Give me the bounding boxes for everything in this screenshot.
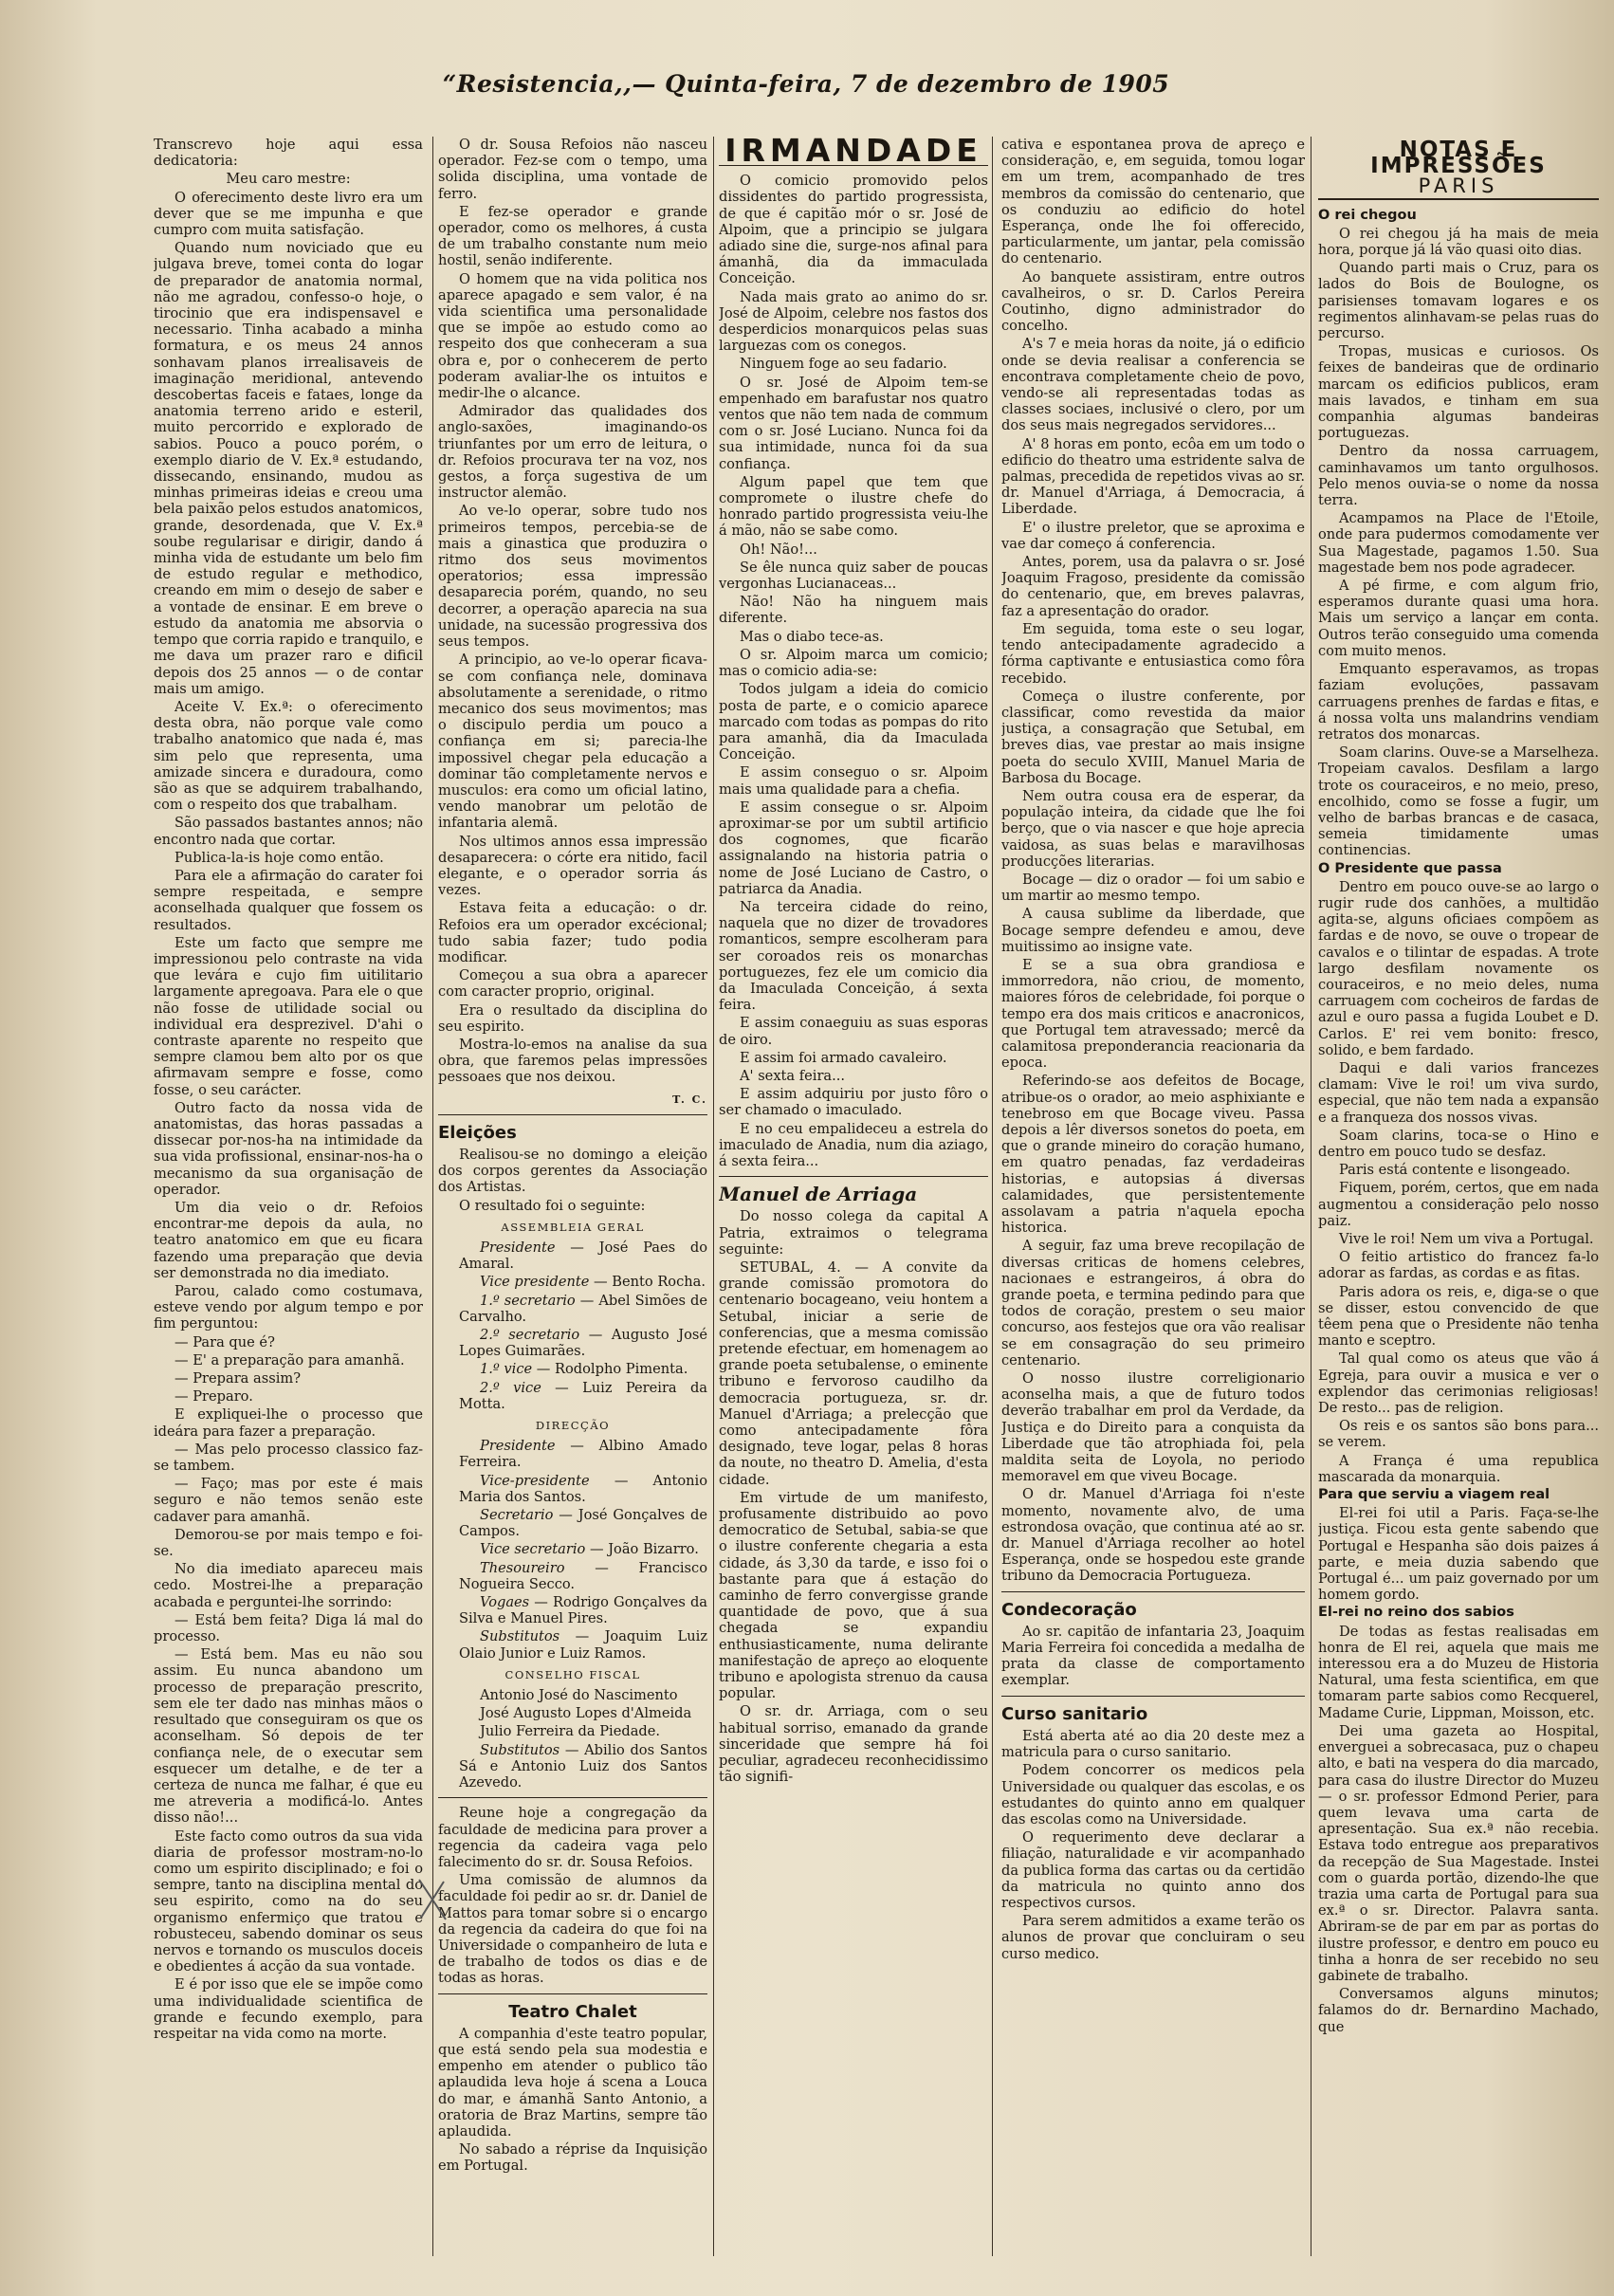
- paragraph: Este um facto que sempre me impressionou pelo contraste na vida que levára e cujo fim uitilitario largamente apregoava. Para ele o que não fosse de utilidade social ou individual era desprezivel. D'ahi o contraste aparente no respeito que sempre clamou bem alto por os que afirmavam sempre e fosse, como fosse, o seu carácter.: [154, 934, 423, 1098]
- role-label: Vice presidente: [480, 1274, 590, 1291]
- paragraph: O sr. dr. Arriaga, com o seu habitual sorriso, emanado da grande sinceridade que sempre há foi peculiar, agradeceu reconhecidissimo tão signifi-: [719, 1703, 988, 1786]
- paragraph: Paris adora os reis, e, diga-se o que se disser, estou convencido de que têem pena que o Presidente não tenha manto e sceptro.: [1318, 1283, 1599, 1350]
- subsection-title: ASSEMBLEIA GERAL: [501, 1220, 645, 1234]
- section-divider: [1001, 1591, 1305, 1592]
- paragraph: Emquanto esperavamos, as tropas faziam evoluções, passavam carruagens prenhes de fardas e fitas, e á nossa volta uns malandrins vendiam retratos dos monarcas.: [1318, 661, 1599, 743]
- role-label: Substitutos: [480, 1628, 560, 1645]
- paragraph: Ninguem foge ao seu fadario.: [740, 356, 947, 373]
- paragraph: Uma comissão de alumnos da faculdade foi pedir ao sr. dr. Daniel de Mattos para tomar sobre si o encargo da regencia da cadeira do que foi na Universidade o companheiro de luta e de trabalho de todos os dias e de todas as horas.: [438, 1872, 707, 1987]
- paragraph: Outro facto da nossa vida de anatomistas, das horas passadas a dissecar por-nos-ha na intimidade da sua vida profissional, ensinar-nos-ha o mecanismo da sua organisação de operador.: [154, 1099, 423, 1198]
- paragraph: Tal qual como os ateus que vão á Egreja, para ouvir a musica e ver o explendor das cerimonias religiosas! De resto... pas de religion.: [1318, 1350, 1599, 1417]
- paragraph: Parou, calado como costumava, esteve vendo por algum tempo e por fim perguntou:: [154, 1283, 423, 1332]
- paragraph: Dentro da nossa carruagem, caminhavamos um tanto orgulhosos. Pelo menos ouvia-se o nome da nossa terra.: [1318, 443, 1599, 509]
- column-rule: [992, 137, 993, 2256]
- paragraph: O sr. José de Alpoim tem-se empenhado em barafustar nos quatro ventos que não tem nada de commum com o sr. José Luciano. Nunca foi da sua intimidade, nunca foi da sua confiança.: [719, 374, 988, 472]
- paragraph: Paris está contente e lisongeado.: [1339, 1162, 1570, 1179]
- pencil-mark-icon: [415, 1876, 449, 1923]
- paragraph: Dei uma gazeta ao Hospital, enverguei a sobrecasaca, puz o chapeu alto, e bati na vespera do dia marcado, para casa do ilustre Director do Muzeu — o sr. professor Edmond Perier, para quem levava uma carta de apresentação. Sua ex.ª não recebia. Estava todo entregue aos preparativos da recepção de Sua Magestade. Instei com o guarda portão, dizendo-lhe que trazia uma carta de Portugal para sua ex.ª o sr. Director. Palavra santa. Abriram-se de par em par as portas do ilustre professor, e dentro em pouco eu tinha a honra de ser recebido no seu gabinete de trabalho.: [1318, 1722, 1599, 1984]
- paragraph: Oh! Não!...: [740, 541, 817, 558]
- list-item: Substitutos — Abilio dos Santos Sá e Antonio Luiz dos Santos Azevedo.: [459, 1741, 707, 1791]
- paragraph: O resultado foi o seguinte:: [459, 1197, 646, 1214]
- paragraph: O requerimento deve declarar a filiação, naturalidade e vir acompanhado da publica forma das cartas ou da certidão da matricula no quinto anno dos respectivos cursos.: [1001, 1829, 1305, 1911]
- role-name: Abilio dos Santos Sá e Antonio Luiz dos Santos Azevedo.: [459, 1741, 707, 1791]
- paragraph: E assim conaeguiu as suas esporas de oiro.: [719, 1015, 988, 1048]
- paragraph: Acampamos na Place de l'Etoile, onde para pudermos comodamente ver Sua Magestade, pagamos 1.50. Sua magestade bem nos pode agradecer.: [1318, 510, 1599, 576]
- paragraph: Conversamos alguns minutos; falamos do dr. Bernardino Machado, que: [1318, 1986, 1599, 2035]
- column-2: [438, 137, 707, 2270]
- paragraph: Era o resultado da disciplina do seu espirito.: [438, 1001, 707, 1035]
- paragraph: Admirador das qualidades dos anglo-saxões, imaginando-os triunfantes por um erro de leitura, o dr. Refoios procurava ter na voz, nos gestos, a força sugestiva de um instructor alemão.: [438, 403, 707, 502]
- section-title-curso: Curso sanitario: [1001, 1703, 1148, 1724]
- section-title-teatro: Teatro Chalet: [508, 2001, 637, 2022]
- paragraph: O homem que na vida politica nos aparece apagado e sem valor, é na vida scientifica uma personalidade que se impõe ao estudo como ao respeito dos que conheceram a sua obra e, por o conhecerem de perto poderam avaliar-lhe os intuitos e medir-lhe o alcance.: [438, 270, 707, 402]
- paragraph: O feitio artistico do francez fa-lo adorar as fardas, as cordas e as fitas.: [1318, 1249, 1599, 1282]
- paragraph: E no ceu empalideceu a estrela do imaculado de Anadia, num dia aziago, á sexta feira...: [719, 1120, 988, 1169]
- role-label: Vogaes: [480, 1594, 530, 1611]
- paragraph: Todos julgam a ideia do comicio posta de parte, e o comicio aparece marcado com todas as pompas do rito para amanhã, dia da Imaculada Conceição.: [719, 681, 988, 763]
- paragraph: Estava feita a educação: o dr. Refoios era um operador excécional; tudo sabia fazer; tudo podia modificar.: [438, 900, 707, 965]
- paragraph: Este facto como outros da sua vida diaria de professor mostram-no-lo como um espirito disciplinado; e foi o sempre, tanto na disciplina mental do seu espirito, como na do seu organismo enfermiço que tratou e robusteceu, sabendo dominar os seus nervos e tornando os musculos doceis e obedientes á acção da sua vontade.: [154, 1828, 423, 1975]
- paragraph: Dentro em pouco ouve-se ao largo o rugir rude dos canhões, a multidão agita-se, alguns oficiaes compõem as fardas e de novo, se ouve o tropear de cavalos e o tilintar de espadas. A trote largo desfilam novamente os couraceiros, e no meio deles, numa carruagem com cocheiros de fardas de azul e ouro passa a fugida Loubet e D. Carlos. E' rei vem bonito: fresco, solido, e bem fardado.: [1318, 878, 1599, 1058]
- paragraph: E assim adquiriu por justo fôro o ser chamado o imaculado.: [719, 1086, 988, 1119]
- masthead: “Resistencia,,— Quinta-feira, 7 de dezembro de 1905: [442, 70, 1170, 98]
- role-name: Rodrigo Gonçalves da Silva e Manuel Pires.: [459, 1594, 707, 1627]
- column-rule: [713, 137, 714, 2256]
- paragraph: Ao ve-lo operar, sobre tudo nos primeiros tempos, percebia-se de mais a ginastica que produzira o ritmo dos seus movimentos operatorios; essa impressão desaparecia porém, quando, no seu decorrer, a operação aparecia na sua unidade, na sucessão progressiva dos seus tempos.: [438, 503, 707, 651]
- paragraph: Quando parti mais o Cruz, para os lados do Bois de Boulogne, os parisienses tomavam logares e os regimentos alinhavam-se pelas ruas do percurso.: [1318, 260, 1599, 342]
- list-item: Antonio José do Nascimento: [480, 1687, 678, 1704]
- paragraph: Podem concorrer os medicos pela Universidade ou qualquer das escolas, e os estudantes do quinto anno em qualquer das escolas como na Universidade.: [1001, 1762, 1305, 1828]
- role-label: Vice-presidente: [480, 1472, 590, 1489]
- list-item: Vice secretario — João Bizarro.: [480, 1541, 699, 1558]
- paragraph: E assim consegue o sr. Alpoim aproximar-se por um subtil artificio dos cognomes, que ficarão assignalando na historia patria o nome de José Luciano de Castro, o patriarca da Anadia.: [719, 799, 988, 897]
- paragraph: Soam clarins, toca-se o Hino e dentro em pouco tudo se desfaz.: [1318, 1127, 1599, 1160]
- paragraph: E é por isso que ele se impõe como uma individualidade scientifica de grande e fecundo exemplo, para respeitar na vida como na morte.: [154, 1976, 423, 2042]
- paragraph: Reune hoje a congregação da faculdade de medicina para prover a regencia da cadeira vaga pelo falecimento do sr. dr. Sousa Refoios.: [438, 1805, 707, 1870]
- paragraph: Começou a sua obra a aparecer com caracter proprio, original.: [438, 967, 707, 1001]
- paragraph: Para ele a afirmação do carater foi sempre respeitada, e sempre aconselhada qualquer que fossem os resultados.: [154, 867, 423, 933]
- paragraph: Publica-la-is hoje como então.: [174, 849, 384, 866]
- paragraph: Demorou-se por mais tempo e foi-se.: [154, 1526, 423, 1560]
- role-name: Augusto José Lopes Guimarães.: [459, 1327, 707, 1360]
- paragraph: E assim foi armado cavaleiro.: [740, 1049, 947, 1066]
- paragraph: Nos ultimos annos essa impressão desaparecera: o córte era nitido, facil elegante, e o operador sorria ás vezes.: [438, 833, 707, 899]
- role-name: Abel Simões de Carvalho.: [459, 1292, 707, 1325]
- paragraph: SETUBAL, 4. — A convite da grande comissão promotora do centenario bocageano, veiu hontem a Setubal, iniciar a serie de conferencias, que a mesma comissão pretende efectuar, em homenagem ao grande poeta setubalense, o eminente tribuno e fervoroso caudilho da democracia portugueza, sr. dr. Manuel d'Arriaga; a prelecção que como antecipadamente fôra designado, teve logar, pelas 8 horas da noute, no theatro D. Amelia, d'esta cidade.: [719, 1259, 988, 1488]
- section-title-condecoracao: Condecoração: [1001, 1599, 1137, 1620]
- role-label: 2.º vice: [480, 1379, 541, 1396]
- paragraph: Em seguida, toma este o seu logar, tendo antecipadamente agradecido a fórma captivante e entusiastica como fôra recebido.: [1001, 620, 1305, 687]
- paragraph: O dr. Sousa Refoios não nasceu operador. Fez-se com o tempo, uma solida disciplina, uma vontade de ferro.: [438, 137, 707, 202]
- paragraph: Não! Não ha ninguem mais diferente.: [719, 594, 988, 627]
- paragraph: O dr. Manuel d'Arriaga foi n'este momento, novamente alvo, de uma estrondosa ovação, que continua até ao sr. dr. Manuel d'Arriaga recolher ao hotel Esperança, onde se hospedou este grande tribuno da Democracia Portugueza.: [1001, 1486, 1305, 1585]
- paragraph: O sr. Alpoim marca um comicio; mas o comicio adia-se:: [719, 646, 988, 680]
- paragraph: Se êle nunca quiz saber de poucas vergonhas Lucianaceas...: [719, 559, 988, 593]
- role-label: 1.º secretario: [480, 1292, 576, 1309]
- column-4: [1001, 137, 1305, 2270]
- paragraph: E' o ilustre preletor, que se aproxima e vae dar começo á conferencia.: [1001, 519, 1305, 552]
- paragraph: El-rei foi util a Paris. Faça-se-lhe justiça. Ficou esta gente sabendo que Portugal e Hespanha são dois paizes á parte, e meia duzia sabendo que Portugal é... um paiz governado por um homem gordo.: [1318, 1505, 1599, 1604]
- paragraph: E expliquei-lhe o processo que ideára para fazer a preparação.: [154, 1406, 423, 1440]
- paragraph: Do nosso colega da capital A Patria, extraimos o telegrama seguinte:: [719, 1208, 988, 1258]
- role-name: Joaquim Luiz Olaio Junior e Luiz Ramos.: [459, 1628, 707, 1662]
- paragraph: Mas o diabo tece-as.: [740, 628, 884, 645]
- section-title-notas: NOTAS E IMPRESSÕES: [1370, 138, 1547, 179]
- list-item: 1.º secretario — Abel Simões de Carvalho.: [459, 1292, 707, 1325]
- role-label: Secretario: [480, 1507, 554, 1524]
- paragraph: — Faço; mas por este é mais seguro e não temos senão este cadaver para amanhã.: [154, 1476, 423, 1525]
- list-item: 2.º secretario — Augusto José Lopes Guimarães.: [459, 1327, 707, 1360]
- paragraph: E fez-se operador e grande operador, como os melhores, á custa de um trabalho constante num meio hostil, senão indiferente.: [438, 203, 707, 269]
- paragraph: A causa sublime da liberdade, que Bocage sempre defendeu e amou, deve muitissimo ao insigne vate.: [1001, 906, 1305, 955]
- side-heading: O Presidente que passa: [1318, 860, 1502, 876]
- paragraph: Mostra-lo-emos na analise da sua obra, que faremos pelas impressões pessoaes que nos deixou.: [438, 1036, 707, 1086]
- paragraph: Algum papel que tem que compromete o ilustre chefe do honrado partido progressista veiu-lhe á mão, não se sabe como.: [719, 473, 988, 540]
- paragraph: No dia imediato apareceu mais cedo. Mostrei-lhe a preparação acabada e perguntei-lhe sorrindo:: [154, 1561, 423, 1610]
- paragraph: Aceite V. Ex.ª: o oferecimento desta obra, não porque vale como trabalho anatomico que nada é, mas sim pelo que representa, uma amizade sincera e duradoura, como são as que se adquirem trabalhando, com o respeito dos que trabalham.: [154, 698, 423, 814]
- paragraph: Quando num noviciado que eu julgava breve, tomei conta do logar de preparador de anatomia normal, não me agradou, confesso-o hoje, o tirocinio que era indispensavel e necessario. Tinha acabado a minha formatura, e os meus 24 annos sonhavam planos irrealisaveis de imaginação meridional, antevendo descobertas faceis e fataes, longe da anatomia terreno arido e esteril, muito percorrido e explorado de sabios. Pouco a pouco porém, o exemplo diario de V. Ex.ª estudando, dissecando, ensinando, mudou as minhas primeiras ideias e creou uma bela paixão pelos estudos anatomicos, grande, desordenada, que V. Ex.ª soube regularisar e dirigir, dando á minha vida de estudante um belo fim de estudo regular e methodico, creando em mim o desejo de saber e a vontade de ensinar. E em breve o estudo da anatomia me absorvia o tempo que corria rapido e tranquilo, e me dava um prazer raro e dificil depois dos 25 annos — o de contar mais um amigo.: [154, 240, 423, 697]
- paragraph: — Para que é?: [174, 1333, 275, 1350]
- list-item: Vice presidente — Bento Rocha.: [480, 1274, 706, 1291]
- column-3: [719, 137, 988, 2270]
- paragraph: No sabado a réprise da Inquisição em Portugal.: [438, 2141, 707, 2175]
- paragraph: A principio, ao ve-lo operar ficava-se com confiança nele, dominava absolutamente a serenidade, o ritmo mecanico dos seus movimentos; mas o discipulo perdia um pouco a confiança em si; parecia-lhe impossivel chegar pela educação a dominar tão completamente nervos e musculos: era como um oficial latino, vendo manobrar um pelotão de infantaria alemã.: [438, 652, 707, 832]
- paragraph: Soam clarins. Ouve-se a Marselheza. Tropeiam cavalos. Desfilam a largo trote os couraceiros, e no meio, preso, encolhido, como se fosse a fugir, um velho de barbas brancas e de casaca, semeia timidamente umas continencias.: [1318, 744, 1599, 859]
- side-heading: El-rei no reino dos sabios: [1318, 1605, 1514, 1621]
- paragraph: — Mas pelo processo classico faz-se tambem.: [154, 1441, 423, 1475]
- paragraph: De todas as festas realisadas em honra de El rei, aquela que mais me interessou era a do Muzeu de Historia Natural, uma festa scientifica, em que tomaram parte sabios como Recquerel, Madame Curie, Lippman, Moisson, etc.: [1318, 1623, 1599, 1721]
- paragraph: Tropas, musicas e curiosos. Os feixes de bandeiras que de ordinario marcam os edificios publicos, eram mais lavados, e tinham em sua companhia algumas bandeiras portuguezas.: [1318, 343, 1599, 442]
- paragraph: — Está bem. Mas eu não sou assim. Eu nunca abandono um processo de preparação prescrito, sem ele ter dado nas minhas mãos o resultado que conseguiram os que os aconselham. Só depois de ter confiança nele, de o executar sem esquecer um detalhe, e de ter a certeza de nunca me falhar, é que eu me atreveria a modificá-lo. Antes disso não!...: [154, 1646, 423, 1827]
- column-5: [1318, 137, 1599, 2270]
- paragraph: Um dia veio o dr. Refoios encontrar-me depois da aula, no teatro anatomico em que eu ficara fazendo uma preparação que devia ser demonstrada no dia imediato.: [154, 1200, 423, 1281]
- paragraph: cativa e espontanea prova de apreço e consideração, e, em seguida, tomou logar em um trem, acompanhado de tres membros da comissão do centenario, que os conduziu ao edificio do hotel Esperança, onde lhe foi offerecido, particularmente, um jantar, pela comissão do centenario.: [1001, 137, 1305, 267]
- paragraph: O oferecimento deste livro era um dever que se me impunha e que cumpro com muita satisfação.: [154, 189, 423, 239]
- paragraph: O nosso ilustre correligionario aconselha mais, a que de futuro todos deverão trabalhar em prol da Verdade, da Justiça e do Direito para a conquista da Liberdade que tão atrophiada foi, pela maldita seita de Loyola, no periodo memoravel em que viveu Bocage.: [1001, 1370, 1305, 1485]
- list-item: Presidente — José Paes do Amaral.: [459, 1240, 707, 1273]
- paragraph: São passados bastantes annos; não encontro nada que cortar.: [154, 815, 423, 848]
- section-title-arriaga: Manuel de Arriaga: [719, 1183, 918, 1206]
- list-item: Substitutos — Joaquim Luiz Olaio Junior e Luiz Ramos.: [459, 1628, 707, 1662]
- paragraph: — Preparo.: [174, 1388, 253, 1405]
- paragraph: Na terceira cidade do reino, naquela que no dizer de trovadores romanticos, sempre escolheram para ser coroados reis os monarchas portuguezes, fez ele um comicio dia da Imaculada Conceição, á sexta feira.: [719, 898, 988, 1014]
- section-title-eleicoes: Eleições: [438, 1122, 517, 1143]
- paragraph: — Está bem feita? Diga lá mal do processo.: [154, 1611, 423, 1645]
- role-name: Rodolpho Pimenta.: [555, 1361, 688, 1378]
- paragraph: Meu caro mestre:: [226, 171, 351, 188]
- column-1: [154, 137, 423, 2270]
- paragraph: Fiquem, porém, certos, que em nada augmentou a consideração pelo nosso paiz.: [1318, 1180, 1599, 1229]
- role-name: José Gonçalves de Campos.: [459, 1507, 707, 1540]
- paragraph: Daqui e dali varios francezes clamam: Vive le roi! um viva surdo, especial, que não tem nada a expansão e a franqueza dos nossos vivas.: [1318, 1059, 1599, 1126]
- list-item: 2.º vice — Luiz Pereira da Motta.: [459, 1379, 707, 1412]
- paragraph: O comicio promovido pelos dissidentes do partido progressista, de que é capitão mór o sr. José de Alpoim, que a principio se julgara adiado sine die, surge-nos afinal para ámanhã, dia da immaculada Conceição.: [719, 173, 988, 287]
- paragraph: — E' a preparação para amanhã.: [174, 1351, 405, 1368]
- role-name: Bento Rocha.: [612, 1274, 706, 1291]
- paragraph: A' sexta feira...: [740, 1067, 846, 1084]
- role-name: Luiz Pereira da Motta.: [459, 1379, 707, 1412]
- paragraph: E assim conseguo o sr. Alpoim mais uma qualidade para a chefia.: [719, 764, 988, 798]
- paragraph: Vive le roi! Nem um viva a Portugal.: [1339, 1231, 1594, 1247]
- section-title-irmandade: IRMANDADE: [724, 137, 982, 169]
- paragraph: Está aberta até ao dia 20 deste mez a matricula para o curso sanitario.: [1001, 1727, 1305, 1761]
- role-label: Presidente: [480, 1438, 556, 1455]
- role-name: Albino Amado Ferreira.: [459, 1438, 707, 1471]
- list-item: Presidente — Albino Amado Ferreira.: [459, 1438, 707, 1471]
- paragraph: Para serem admitidos a exame terão os alunos de provar que concluiram o seu curso medico.: [1001, 1913, 1305, 1962]
- role-label: Thesoureiro: [480, 1559, 565, 1576]
- paragraph: Realisou-se no domingo a eleição dos corpos gerentes da Associação dos Artistas.: [438, 1146, 707, 1196]
- list-item: Thesoureiro — Francisco Nogueira Secco.: [459, 1559, 707, 1592]
- paragraph: A' 8 horas em ponto, ecôa em um todo o edificio do theatro uma estridente salva de palmas, precedida de repetidos vivas ao sr. dr. Manuel d'Arriaga, á Democracia, á Liberdade.: [1001, 435, 1305, 518]
- list-item: Secretario — José Gonçalves de Campos.: [459, 1507, 707, 1540]
- role-name: Francisco Nogueira Secco.: [459, 1559, 707, 1592]
- paragraph: Antes, porem, usa da palavra o sr. José Joaquim Fragoso, presidente da comissão do centenario, que, em breves palavras, faz a apresentação do orador.: [1001, 554, 1305, 619]
- section-subtitle-paris: PARIS: [1318, 178, 1599, 199]
- list-item: Vice-presidente — Antonio Maria dos Santos.: [459, 1472, 707, 1505]
- list-item: José Augusto Lopes d'Almeida: [480, 1705, 692, 1722]
- section-divider: [438, 1993, 707, 1994]
- paragraph: A França é uma republica mascarada da monarquia.: [1318, 1452, 1599, 1485]
- list-item: Vogaes — Rodrigo Gonçalves da Silva e Manuel Pires.: [459, 1594, 707, 1627]
- paragraph: Ao sr. capitão de infantaria 23, Joaquim Maria Ferreira foi concedida a medalha de prata da classe de comportamento exemplar.: [1001, 1623, 1305, 1689]
- role-name: João Bizarro.: [608, 1541, 699, 1558]
- subsection-title: CONSELHO FISCAL: [504, 1667, 641, 1681]
- paragraph: Nem outra cousa era de esperar, da população inteira, da cidade que lhe foi berço, que o via nascer e que hoje aprecia vaidosa, as suas belas e maravilhosas producções literarias.: [1001, 787, 1305, 870]
- section-divider: [438, 1114, 707, 1115]
- paragraph: A seguir, faz uma breve recopilação de diversas criticas de homens celebres, nacionaes e estrangeiros, á obra do grande poeta, e termina pedindo para que todos de coração, prestem o seu maior concurso, aos festejos que ora vão realisar se em consagração do seu primeiro centenario.: [1001, 1238, 1305, 1368]
- list-item: Julio Ferreira da Piedade.: [480, 1723, 661, 1740]
- paragraph: A pé firme, e com algum frio, esperamos durante quasi uma hora. Mais um serviço a lançar em conta. Outros terão conseguido uma comenda com muito menos.: [1318, 578, 1599, 659]
- role-name: Antonio Maria dos Santos.: [459, 1472, 707, 1505]
- role-name: José Paes do Amaral.: [459, 1240, 707, 1273]
- section-divider: [719, 1176, 988, 1177]
- paragraph: Nada mais grato ao animo do sr. José de Alpoim, celebre nos fastos dos desperdicios monarquicos pelas suas larguezas com os conegos.: [719, 288, 988, 355]
- subsection-title: DIRECÇÃO: [535, 1419, 611, 1433]
- paragraph: A's 7 e meia horas da noite, já o edificio onde se devia realisar a conferencia se encontrava completamente cheio de povo, vendo-se ali representadas todas as classes sociaes, inclusivé o clero, por um dos seus mais negregados servidores...: [1001, 336, 1305, 434]
- paragraph: Os reis e os santos são bons para... se verem.: [1318, 1418, 1599, 1451]
- paragraph: E se a sua obra grandiosa e immorredora, não criou, de momento, maiores fóros de celebridade, foi porque o tempo era dos mais criticos e anacronicos, que Portugal tem atravessado; mercê da calamitosa preponderancia reacionaria da epoca.: [1001, 956, 1305, 1072]
- role-label: Presidente: [480, 1240, 556, 1256]
- paragraph: O rei chegou já ha mais de meia hora, porque já lá vão quasi oito dias.: [1318, 225, 1599, 259]
- paragraph: Em virtude de um manifesto, profusamente distribuido ao povo democratico de Setubal, sabia-se que o ilustre conferente chegaria a esta cidade, ás 3,30 da tarde, e isso foi o bastante para que á estação do caminho de ferro convergisse grande quantidade de povo, que á sua chegada se expandiu enthusiasticamente, numa delirante manifestação de apreço ao eloquente tribuno e apologista strenuo da causa popular.: [719, 1489, 988, 1702]
- signature: T. C.: [672, 1093, 707, 1106]
- paragraph: Transcrevo hoje aqui essa dedicatoria:: [154, 137, 423, 170]
- role-label: Vice secretario: [480, 1541, 586, 1558]
- paragraph: A companhia d'este teatro popular, que está sendo pela sua modestia e empenho em atender o publico tão aplaudida leva hoje á scena a Louca do mar, e ámanhã Santo Antonio, a oratoria de Braz Martins, sempre tão aplaudida.: [438, 2025, 707, 2140]
- paragraph: Começa o ilustre conferente, por classificar, como revestida da maior justiça, a consagração que Setubal, em breves dias, vae prestar ao mais insigne poeta do seculo XVIII, Manuel Maria de Barbosa du Bocage.: [1001, 688, 1305, 786]
- role-label: Substitutos: [480, 1741, 560, 1758]
- side-heading: Para que serviu a viagem real: [1318, 1487, 1550, 1503]
- list-item: 1.º vice — Rodolpho Pimenta.: [480, 1361, 688, 1378]
- paragraph: — Prepara assim?: [174, 1370, 302, 1387]
- side-heading: O rei chegou: [1318, 207, 1417, 223]
- role-label: 2.º secretario: [480, 1327, 580, 1344]
- paragraph: Ao banquete assistiram, entre outros cavalheiros, o sr. D. Carlos Pereira Coutinho, digno administrador do concelho.: [1001, 268, 1305, 335]
- section-divider: [1001, 1696, 1305, 1697]
- paragraph: Bocage — diz o orador — foi um sabio e um martir ao mesmo tempo.: [1001, 871, 1305, 905]
- column-rule: [432, 137, 433, 2256]
- paragraph: Referindo-se aos defeitos de Bocage, atribue-os o orador, ao meio asphixiante e tenebroso em que Bocage viveu. Passa depois a lêr diversos sonetos do poeta, em que o grande mineiro do coração humano, em quatro penadas, faz verdadeiras historias, e autopsias á diversas calamidades, que persistentemente assolavam a patria n'aquela epocha historica.: [1001, 1073, 1305, 1237]
- role-label: 1.º vice: [480, 1361, 533, 1378]
- section-divider: [438, 1797, 707, 1798]
